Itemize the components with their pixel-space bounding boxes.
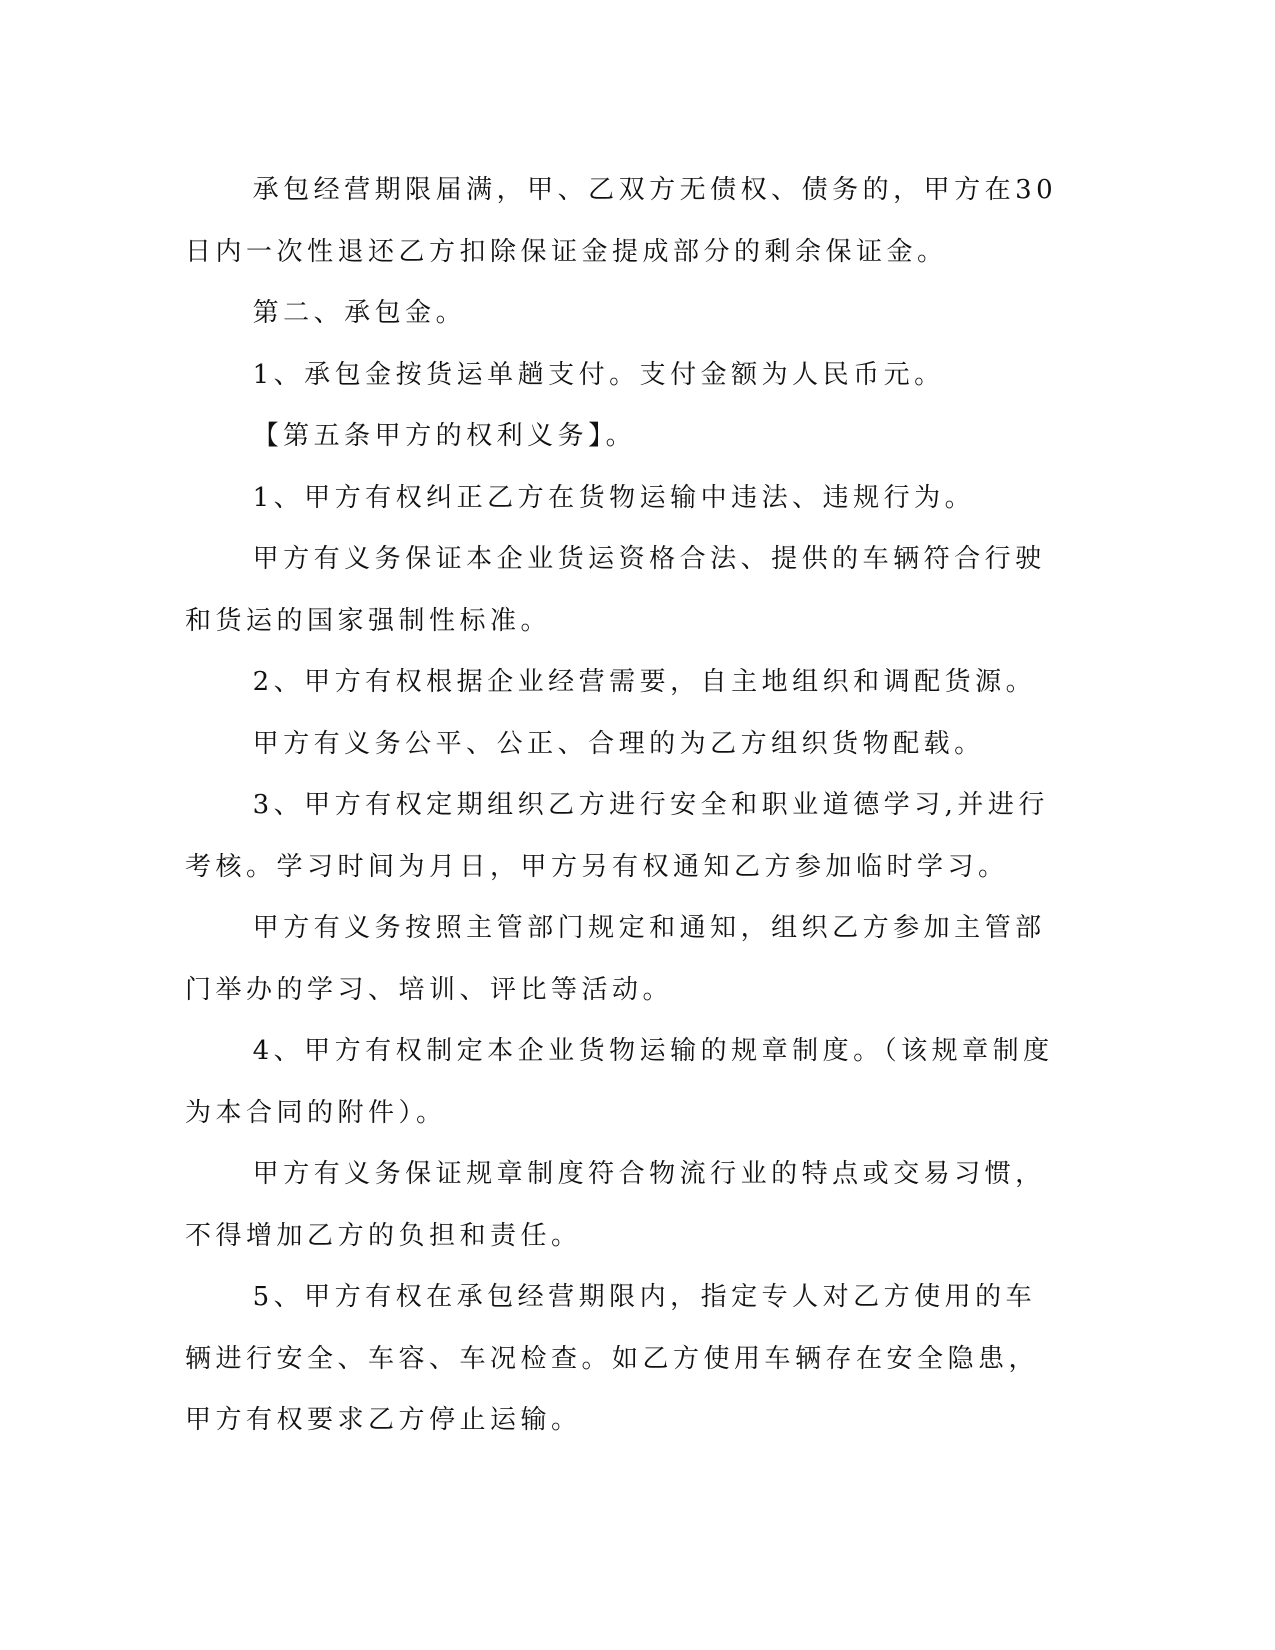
paragraph-right-3: 3、甲方有权定期组织乙方进行安全和职业道德学习,并进行考核。学习时间为月日，甲方另有权通知乙方参加临时学习。	[185, 790, 1049, 882]
paragraph-section-contract-fee: 第二、承包金。	[252, 298, 467, 328]
paragraph-duty-1: 甲方有义务保证本企业货运资格合法、提供的车辆符合行驶和货运的国家强制性标准。	[185, 544, 1046, 636]
paragraph-duty-3: 甲方有义务按照主管部门规定和通知，组织乙方参加主管部门举办的学习、培训、评比等活动。	[185, 913, 1046, 1005]
paragraph-right-2: 2、甲方有权根据企业经营需要，自主地组织和调配货源。	[252, 667, 1037, 697]
paragraph-right-1: 1、甲方有权纠正乙方在货物运输中违法、违规行为。	[252, 482, 976, 513]
paragraph-duty-4: 甲方有义务保证规章制度符合物流行业的特点或交易习惯，不得增加乙方的负担和责任。	[185, 1159, 1046, 1251]
paragraph-deposit-refund: 承包经营期限届满，甲、乙双方无债权、债务的，甲方在30日内一次性退还乙方扣除保证金提成部分的剩余保证金。	[185, 175, 1058, 267]
document-body	[185, 160, 1065, 1452]
paragraph-fee-payment: 1、承包金按货运单趟支付。支付金额为人民币元。	[252, 359, 945, 390]
paragraph-right-5: 5、甲方有权在承包经营期限内，指定专人对乙方使用的车辆进行安全、车容、车况检查。如乙方使用车辆存在安全隐患，甲方有权要求乙方停止运输。	[185, 1282, 1040, 1435]
paragraph-article-five-heading: 【第五条甲方的权利义务】。	[252, 421, 637, 451]
paragraph-right-4: 4、甲方有权制定本企业货物运输的规章制度。（该规章制度为本合同的附件）。	[185, 1036, 1054, 1128]
paragraph-duty-2: 甲方有义务公平、公正、合理的为乙方组织货物配载。	[252, 728, 985, 759]
